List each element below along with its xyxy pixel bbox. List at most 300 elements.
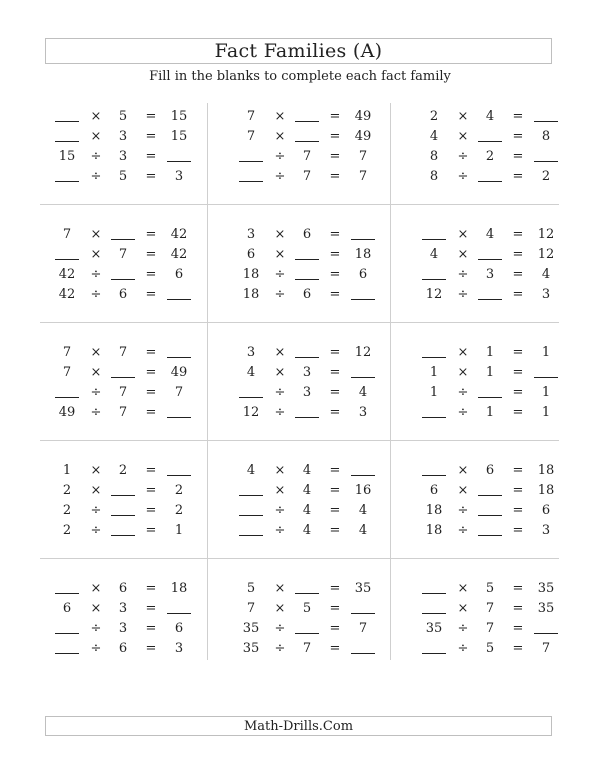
answer-blank[interactable] xyxy=(106,363,140,383)
number: 3 xyxy=(302,365,312,380)
number: 7 xyxy=(358,621,368,636)
answer-blank[interactable] xyxy=(346,461,380,481)
operator: = xyxy=(145,267,157,282)
equation xyxy=(413,639,586,659)
operator: × xyxy=(457,345,469,360)
operator: ÷ xyxy=(274,405,286,420)
fact-family-5 xyxy=(230,225,403,336)
operator: = xyxy=(512,483,524,498)
number: 7 xyxy=(358,169,368,184)
number: 8 xyxy=(541,129,551,144)
operator: × xyxy=(90,365,102,380)
operator: ÷ xyxy=(274,503,286,518)
answer-blank[interactable] xyxy=(417,265,451,285)
number: 4 xyxy=(302,463,312,478)
answer-blank[interactable] xyxy=(50,619,84,639)
number: 18 xyxy=(242,287,260,302)
number: 3 xyxy=(174,169,184,184)
answer-blank[interactable] xyxy=(234,383,268,403)
number: 4 xyxy=(485,109,495,124)
operator: ÷ xyxy=(90,523,102,538)
operator: = xyxy=(145,227,157,242)
number: 7 xyxy=(302,169,312,184)
operator: = xyxy=(145,463,157,478)
answer-blank[interactable] xyxy=(106,501,140,521)
number: 42 xyxy=(170,227,188,242)
number: 12 xyxy=(537,247,555,262)
answer-blank[interactable] xyxy=(290,343,324,363)
number: 3 xyxy=(541,523,551,538)
number: 7 xyxy=(118,405,128,420)
fact-family-8 xyxy=(230,343,403,454)
answer-blank[interactable] xyxy=(234,521,268,541)
operator: ÷ xyxy=(457,267,469,282)
equation xyxy=(46,147,219,167)
answer-blank[interactable] xyxy=(50,167,84,187)
fact-family-15 xyxy=(413,579,586,690)
operator: = xyxy=(329,405,341,420)
equation xyxy=(413,481,586,501)
equation xyxy=(413,343,586,363)
number: 7 xyxy=(485,601,495,616)
number: 18 xyxy=(242,267,260,282)
answer-blank[interactable] xyxy=(417,579,451,599)
number: 18 xyxy=(425,503,443,518)
number: 18 xyxy=(537,463,555,478)
operator: = xyxy=(512,109,524,124)
operator: = xyxy=(329,227,341,242)
answer-blank[interactable] xyxy=(106,225,140,245)
answer-blank[interactable] xyxy=(162,147,196,167)
answer-blank[interactable] xyxy=(473,521,507,541)
equation xyxy=(413,225,586,245)
operator: ÷ xyxy=(457,385,469,400)
footer-box xyxy=(45,716,552,736)
answer-blank[interactable] xyxy=(529,619,563,639)
operator: ÷ xyxy=(274,621,286,636)
answer-blank[interactable] xyxy=(50,127,84,147)
answer-blank[interactable] xyxy=(290,265,324,285)
equation xyxy=(413,147,586,167)
equation xyxy=(230,619,403,639)
problem-grid xyxy=(40,103,559,660)
fact-family-9 xyxy=(413,343,586,454)
equation xyxy=(230,167,403,187)
operator: × xyxy=(274,581,286,596)
answer-blank[interactable] xyxy=(529,363,563,383)
operator: = xyxy=(512,345,524,360)
operator: ÷ xyxy=(90,149,102,164)
answer-blank[interactable] xyxy=(234,167,268,187)
operator: × xyxy=(90,345,102,360)
operator: ÷ xyxy=(457,503,469,518)
answer-blank[interactable] xyxy=(417,225,451,245)
equation xyxy=(46,245,219,265)
number: 5 xyxy=(246,581,256,596)
operator: = xyxy=(145,149,157,164)
number: 6 xyxy=(118,641,128,656)
answer-blank[interactable] xyxy=(473,127,507,147)
equation xyxy=(46,639,219,659)
number: 1 xyxy=(541,405,551,420)
operator: = xyxy=(329,463,341,478)
number: 4 xyxy=(246,365,256,380)
number: 7 xyxy=(174,385,184,400)
number: 18 xyxy=(537,483,555,498)
fact-family-7 xyxy=(46,343,219,454)
number: 35 xyxy=(242,641,260,656)
operator: = xyxy=(145,109,157,124)
number: 7 xyxy=(302,641,312,656)
equation xyxy=(46,481,219,501)
number: 6 xyxy=(174,267,184,282)
operator: ÷ xyxy=(457,287,469,302)
number: 7 xyxy=(62,365,72,380)
number: 1 xyxy=(485,405,495,420)
answer-blank[interactable] xyxy=(473,167,507,187)
number: 4 xyxy=(429,247,439,262)
fact-family-13 xyxy=(46,579,219,690)
equation xyxy=(230,343,403,363)
answer-blank[interactable] xyxy=(346,285,380,305)
number: 4 xyxy=(246,463,256,478)
answer-blank[interactable] xyxy=(417,461,451,481)
fact-family-14 xyxy=(230,579,403,690)
operator: = xyxy=(329,287,341,302)
equation xyxy=(230,403,403,423)
number: 6 xyxy=(174,621,184,636)
operator: ÷ xyxy=(457,523,469,538)
answer-blank[interactable] xyxy=(106,265,140,285)
equation xyxy=(413,619,586,639)
number: 1 xyxy=(429,365,439,380)
equation xyxy=(46,521,219,541)
number: 42 xyxy=(170,247,188,262)
number: 4 xyxy=(302,523,312,538)
equation xyxy=(230,501,403,521)
number: 7 xyxy=(118,345,128,360)
operator: = xyxy=(145,385,157,400)
operator: ÷ xyxy=(457,641,469,656)
number: 1 xyxy=(485,345,495,360)
number: 7 xyxy=(541,641,551,656)
operator: × xyxy=(274,365,286,380)
answer-blank[interactable] xyxy=(50,245,84,265)
equation xyxy=(413,245,586,265)
operator: × xyxy=(274,109,286,124)
operator: ÷ xyxy=(90,503,102,518)
answer-blank[interactable] xyxy=(162,285,196,305)
operator: × xyxy=(274,247,286,262)
operator: = xyxy=(145,129,157,144)
number: 4 xyxy=(302,503,312,518)
number: 3 xyxy=(358,405,368,420)
equation xyxy=(230,639,403,659)
operator: × xyxy=(457,483,469,498)
number: 7 xyxy=(62,345,72,360)
answer-blank[interactable] xyxy=(50,639,84,659)
number: 49 xyxy=(170,365,188,380)
number: 15 xyxy=(170,129,188,144)
equation xyxy=(413,579,586,599)
number: 7 xyxy=(62,227,72,242)
number: 6 xyxy=(302,227,312,242)
number: 12 xyxy=(354,345,372,360)
operator: = xyxy=(329,621,341,636)
operator: ÷ xyxy=(274,287,286,302)
answer-blank[interactable] xyxy=(290,403,324,423)
answer-blank[interactable] xyxy=(346,639,380,659)
operator: × xyxy=(457,247,469,262)
equation xyxy=(413,285,586,305)
number: 2 xyxy=(174,483,184,498)
number: 3 xyxy=(118,129,128,144)
number: 35 xyxy=(537,601,555,616)
operator: × xyxy=(274,463,286,478)
fact-family-3 xyxy=(413,107,586,218)
number: 4 xyxy=(358,523,368,538)
number: 15 xyxy=(58,149,76,164)
fact-family-1 xyxy=(46,107,219,218)
operator: × xyxy=(457,129,469,144)
equation xyxy=(413,383,586,403)
equation xyxy=(46,167,219,187)
equation xyxy=(230,481,403,501)
answer-blank[interactable] xyxy=(50,383,84,403)
equation xyxy=(413,461,586,481)
operator: = xyxy=(512,169,524,184)
equation xyxy=(230,127,403,147)
footer-text: Math-Drills.Com xyxy=(243,718,354,734)
operator: = xyxy=(329,581,341,596)
number: 6 xyxy=(246,247,256,262)
number: 3 xyxy=(174,641,184,656)
operator: = xyxy=(512,149,524,164)
equation xyxy=(413,265,586,285)
number: 4 xyxy=(541,267,551,282)
number: 8 xyxy=(429,169,439,184)
number: 42 xyxy=(58,287,76,302)
equation xyxy=(46,579,219,599)
equation xyxy=(413,167,586,187)
equation xyxy=(230,107,403,127)
answer-blank[interactable] xyxy=(529,147,563,167)
number: 7 xyxy=(246,109,256,124)
operator: = xyxy=(329,503,341,518)
answer-blank[interactable] xyxy=(473,245,507,265)
number: 3 xyxy=(302,385,312,400)
number: 15 xyxy=(170,109,188,124)
operator: = xyxy=(512,581,524,596)
operator: = xyxy=(329,365,341,380)
answer-blank[interactable] xyxy=(290,579,324,599)
operator: ÷ xyxy=(274,149,286,164)
number: 1 xyxy=(174,523,184,538)
operator: = xyxy=(329,345,341,360)
answer-blank[interactable] xyxy=(234,147,268,167)
answer-blank[interactable] xyxy=(346,599,380,619)
operator: = xyxy=(512,621,524,636)
equation xyxy=(230,363,403,383)
number: 5 xyxy=(118,109,128,124)
operator: × xyxy=(457,601,469,616)
answer-blank[interactable] xyxy=(162,461,196,481)
number: 5 xyxy=(118,169,128,184)
page-title: Fact Families (A) xyxy=(214,40,383,62)
number: 7 xyxy=(358,149,368,164)
answer-blank[interactable] xyxy=(346,363,380,383)
number: 1 xyxy=(429,385,439,400)
number: 2 xyxy=(174,503,184,518)
answer-blank[interactable] xyxy=(290,619,324,639)
operator: × xyxy=(457,227,469,242)
equation xyxy=(413,521,586,541)
number: 3 xyxy=(118,621,128,636)
operator: = xyxy=(512,523,524,538)
number: 6 xyxy=(358,267,368,282)
answer-blank[interactable] xyxy=(417,639,451,659)
equation xyxy=(46,619,219,639)
operator: ÷ xyxy=(274,523,286,538)
number: 2 xyxy=(62,503,72,518)
operator: = xyxy=(512,247,524,262)
number: 1 xyxy=(541,345,551,360)
operator: = xyxy=(145,503,157,518)
operator: = xyxy=(145,641,157,656)
number: 3 xyxy=(246,345,256,360)
answer-blank[interactable] xyxy=(162,343,196,363)
answer-blank[interactable] xyxy=(50,107,84,127)
number: 2 xyxy=(62,523,72,538)
number: 7 xyxy=(246,601,256,616)
fact-family-6 xyxy=(413,225,586,336)
equation xyxy=(230,599,403,619)
operator: ÷ xyxy=(274,169,286,184)
title-box xyxy=(45,38,552,64)
equation xyxy=(46,461,219,481)
answer-blank[interactable] xyxy=(417,343,451,363)
answer-blank[interactable] xyxy=(473,501,507,521)
operator: = xyxy=(145,621,157,636)
equation xyxy=(413,501,586,521)
operator: ÷ xyxy=(90,267,102,282)
number: 4 xyxy=(358,385,368,400)
operator: = xyxy=(145,365,157,380)
equation xyxy=(413,599,586,619)
number: 4 xyxy=(302,483,312,498)
equation xyxy=(230,579,403,599)
equation xyxy=(413,107,586,127)
equation xyxy=(46,363,219,383)
answer-blank[interactable] xyxy=(417,403,451,423)
operator: ÷ xyxy=(457,621,469,636)
number: 3 xyxy=(246,227,256,242)
number: 8 xyxy=(429,149,439,164)
answer-blank[interactable] xyxy=(162,599,196,619)
page-subtitle: Fill in the blanks to complete each fact family xyxy=(149,69,451,84)
answer-blank[interactable] xyxy=(473,285,507,305)
operator: = xyxy=(512,385,524,400)
number: 6 xyxy=(541,503,551,518)
operator: ÷ xyxy=(274,267,286,282)
number: 5 xyxy=(485,581,495,596)
answer-blank[interactable] xyxy=(417,599,451,619)
equation xyxy=(46,403,219,423)
answer-blank[interactable] xyxy=(162,403,196,423)
operator: = xyxy=(512,365,524,380)
number: 7 xyxy=(302,149,312,164)
answer-blank[interactable] xyxy=(290,245,324,265)
answer-blank[interactable] xyxy=(234,501,268,521)
answer-blank[interactable] xyxy=(473,383,507,403)
operator: = xyxy=(145,523,157,538)
operator: = xyxy=(329,267,341,282)
number: 18 xyxy=(354,247,372,262)
number: 35 xyxy=(425,621,443,636)
fact-family-12 xyxy=(413,461,586,572)
number: 6 xyxy=(485,463,495,478)
operator: = xyxy=(145,581,157,596)
operator: = xyxy=(145,405,157,420)
operator: = xyxy=(512,267,524,282)
operator: = xyxy=(329,169,341,184)
operator: = xyxy=(145,345,157,360)
operator: × xyxy=(457,109,469,124)
equation xyxy=(413,127,586,147)
equation xyxy=(230,521,403,541)
equation xyxy=(230,461,403,481)
operator: ÷ xyxy=(274,385,286,400)
equation xyxy=(46,225,219,245)
number: 42 xyxy=(58,267,76,282)
answer-blank[interactable] xyxy=(346,225,380,245)
answer-blank[interactable] xyxy=(106,521,140,541)
operator: × xyxy=(90,463,102,478)
number: 35 xyxy=(537,581,555,596)
number: 3 xyxy=(541,287,551,302)
equation xyxy=(46,599,219,619)
equation xyxy=(46,501,219,521)
number: 2 xyxy=(62,483,72,498)
operator: × xyxy=(274,345,286,360)
equation xyxy=(46,127,219,147)
number: 12 xyxy=(537,227,555,242)
number: 1 xyxy=(62,463,72,478)
operator: ÷ xyxy=(90,641,102,656)
number: 2 xyxy=(118,463,128,478)
operator: × xyxy=(457,581,469,596)
answer-blank[interactable] xyxy=(529,107,563,127)
number: 6 xyxy=(62,601,72,616)
answer-blank[interactable] xyxy=(473,481,507,501)
answer-blank[interactable] xyxy=(106,481,140,501)
operator: ÷ xyxy=(90,287,102,302)
operator: ÷ xyxy=(90,621,102,636)
fact-family-4 xyxy=(46,225,219,336)
number: 2 xyxy=(541,169,551,184)
answer-blank[interactable] xyxy=(234,481,268,501)
operator: = xyxy=(329,129,341,144)
answer-blank[interactable] xyxy=(290,127,324,147)
answer-blank[interactable] xyxy=(290,107,324,127)
answer-blank[interactable] xyxy=(50,579,84,599)
operator: = xyxy=(145,287,157,302)
operator: = xyxy=(329,483,341,498)
operator: ÷ xyxy=(457,149,469,164)
operator: × xyxy=(90,581,102,596)
number: 18 xyxy=(170,581,188,596)
operator: ÷ xyxy=(90,405,102,420)
